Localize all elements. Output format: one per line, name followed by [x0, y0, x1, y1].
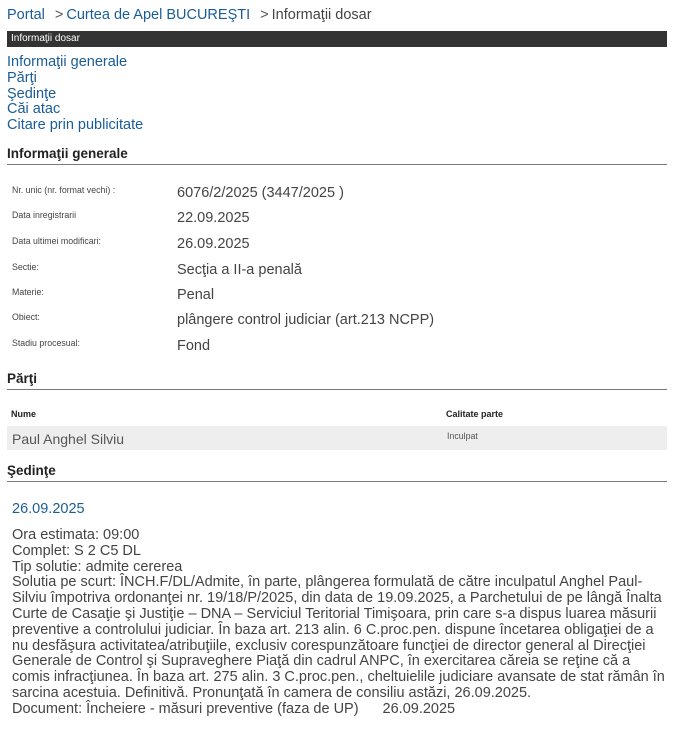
info-row-obiect: [7, 312, 667, 332]
info-label: Obiect:: [12, 312, 40, 322]
hearing-document-name: Document: Încheiere - măsuri preventive (faza de UP): [12, 700, 359, 717]
hearing-details: [12, 528, 667, 718]
breadcrumb-portal-link[interactable]: Portal: [7, 7, 45, 23]
section-title-general: Informaţii generale: [7, 146, 667, 165]
table-row: [7, 426, 667, 450]
info-value: 6076/2/2025 (3447/2025 ): [177, 185, 344, 201]
link-parti[interactable]: Părţi: [7, 69, 37, 86]
breadcrumb-current: Informaţii dosar: [271, 7, 372, 23]
info-row-materie: [7, 287, 667, 307]
link-informatii-generale[interactable]: Informaţii generale: [7, 54, 128, 70]
hearing-estimated-time: Ora estimata: 09:00: [12, 527, 140, 543]
hearing-date: 26.09.2025: [12, 501, 85, 517]
page-header-bar: Informaţii dosar: [7, 31, 667, 47]
info-row-data-ultimei-modificari: [7, 236, 667, 256]
breadcrumb-court-link[interactable]: Curtea de Apel BUCUREŞTI: [66, 7, 251, 23]
info-label: Sectie:: [12, 262, 39, 272]
info-value: Penal: [177, 287, 215, 303]
info-label: Materie:: [12, 287, 44, 297]
info-label: Stadiu procesual:: [12, 338, 80, 348]
hearing-document: [12, 702, 667, 718]
column-header-nume: Nume: [11, 409, 37, 419]
breadcrumb-separator: >: [54, 7, 64, 23]
info-value: 26.09.2025: [177, 236, 250, 252]
link-cai-atac[interactable]: Căi atac: [7, 101, 61, 118]
hearing-solution-summary: Solutia pe scurt: ÎNCH.F/DL/Admite, în parte, plângerea formulată de către inculpatul Anghel Paul-Silviu împotriva ordonanţei nr. 19/18/P/2025, din data de 19.09.2025, a Parchetului de pe lângă Înalta Curte de Casaţie şi Justiţie – DNA – Serviciul Teritorial Timişoara, prin care s-a dispus luarea măsurii preventive a controlului judiciar. În baza art. 213 alin. 6 C.proc.pen. dispune încetarea obligaţiei de a nu desfăşura activitatea/atribuţiile, exclusiv corespunzătoare funcţiei de director general al Direcţiei Generale de Control şi Supraveghere Piaţă din cadrul ANPC, în exercitarea căreia se reţine că a comis infracţiunea. În baza art. 275 alin. 3 C.proc.pen., cheltuielile judiciare avansate de stat rămân în sarcina acestuia. Definitivă. Pronunţată în camera de consiliu astăzi, 26.09.2025.: [12, 574, 665, 701]
breadcrumb: [7, 7, 372, 23]
hearing-solution-type: Tip solutie: admite cererea: [12, 558, 183, 575]
hearing-panel: Complet: S 2 C5 DL: [12, 542, 141, 559]
info-value: plângere control judiciar (art.213 NCPP): [177, 312, 435, 328]
info-value: 22.09.2025: [177, 210, 250, 226]
column-header-calitate-parte: Calitate parte: [446, 409, 504, 419]
section-title-parti: Părţi: [7, 371, 667, 390]
breadcrumb-separator: >: [260, 7, 269, 23]
hearing-document-date: 26.09.2025: [382, 700, 456, 717]
info-label: Data ultimei modificari:: [12, 236, 101, 246]
info-row-nr-unic: [7, 185, 667, 205]
info-row-stadiu-procesual: [7, 338, 667, 358]
info-row-data-inregistrarii: [7, 210, 667, 230]
info-row-sectie: [7, 262, 667, 282]
section-quick-links: [7, 55, 143, 134]
link-citare-prin-publicitate[interactable]: Citare prin publicitate: [7, 117, 144, 134]
info-value: Fond: [177, 338, 211, 354]
info-label: Data inregistrarii: [12, 210, 77, 220]
section-title-sedinte: Şedinţe: [7, 463, 667, 482]
party-role: Inculpat: [447, 431, 478, 441]
info-label: Nr. unic (nr. format vechi) :: [12, 185, 116, 195]
info-value: Secţia a II-a penală: [177, 262, 302, 278]
party-name: Paul Anghel Silviu: [12, 431, 125, 447]
link-sedinte[interactable]: Şedinţe: [7, 85, 57, 102]
